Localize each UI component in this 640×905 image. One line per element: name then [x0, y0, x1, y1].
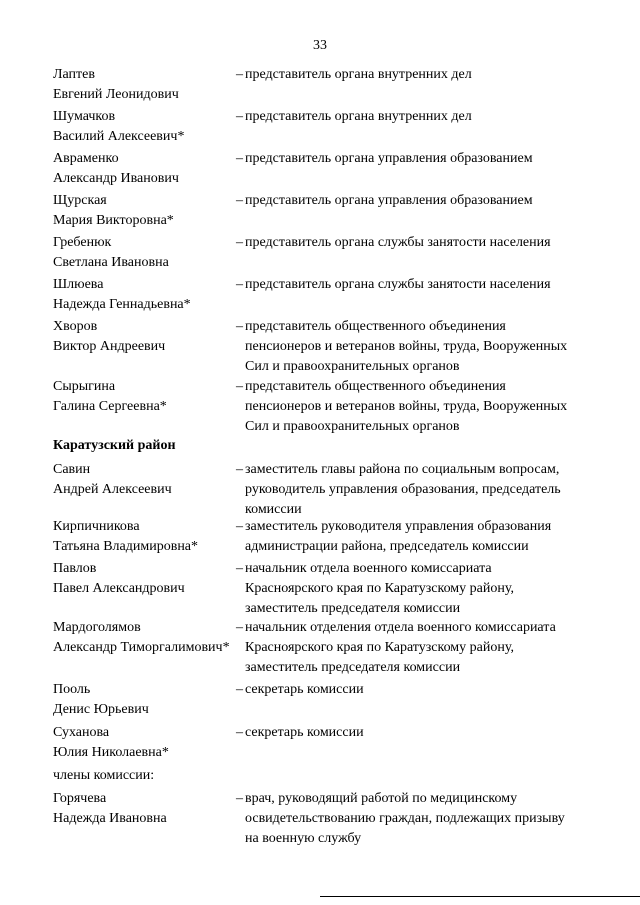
person-name: Хворов Виктор Андреевич: [53, 319, 166, 354]
person-role: представитель органа внутренних дел: [245, 109, 472, 124]
person-role: секретарь комиссии: [245, 682, 364, 697]
dash: –: [236, 193, 243, 208]
person-name: Шлюева Надежда Геннадьевна*: [53, 277, 191, 312]
person-name: Шумачков Василий Алексеевич*: [53, 109, 185, 144]
dash: –: [236, 379, 243, 394]
dash: –: [236, 561, 243, 576]
person-role: представитель органа внутренних дел: [245, 67, 472, 82]
person-role: представитель органа управления образованием: [245, 193, 533, 208]
dash: –: [236, 620, 243, 635]
dash: –: [236, 151, 243, 166]
person-role: заместитель руководителя управления образования администрации района, председатель комиссии: [245, 519, 552, 554]
person-name: Суханова Юлия Николаевна*: [53, 725, 169, 760]
dash: –: [236, 67, 243, 82]
person-name: Щурская Мария Викторовна*: [53, 193, 174, 228]
person-name: Савин Андрей Алексеевич: [53, 462, 172, 497]
person-role: представитель органа управления образованием: [245, 151, 533, 166]
person-role: представитель общественного объединения пенсионеров и ветеранов войны, труда, Вооруженных Сил и правоохранительных органов: [245, 379, 568, 434]
person-role: заместитель главы района по социальным вопросам, руководитель управления образования, председатель комиссии: [245, 462, 561, 517]
person-name: Мардоголямов Александр Тиморгалимович*: [53, 620, 230, 655]
members-label: члены комиссии:: [53, 768, 155, 783]
section-heading: Каратузский район: [53, 438, 176, 453]
person-role: секретарь комиссии: [245, 725, 364, 740]
dash: –: [236, 462, 243, 477]
person-role: начальник отделения отдела военного комиссариата Красноярского края по Каратузскому району, заместитель председателя комиссии: [245, 620, 556, 675]
person-role: представитель общественного объединения пенсионеров и ветеранов войны, труда, Вооруженных Сил и правоохранительных органов: [245, 319, 568, 374]
dash: –: [236, 682, 243, 697]
bottom-rule: [320, 896, 640, 897]
person-name: Горячева Надежда Ивановна: [53, 791, 167, 826]
page-number: 33: [313, 38, 327, 53]
dash: –: [236, 319, 243, 334]
person-role: начальник отдела военного комиссариата Красноярского края по Каратузскому району, заместитель председателя комиссии: [245, 561, 514, 616]
person-role: врач, руководящий работой по медицинскому освидетельствованию граждан, подлежащих призыву на военную службу: [245, 791, 565, 846]
dash: –: [236, 791, 243, 806]
dash: –: [236, 109, 243, 124]
person-name: Пооль Денис Юрьевич: [53, 682, 149, 717]
person-name: Кирпичникова Татьяна Владимировна*: [53, 519, 199, 554]
person-role: представитель органа службы занятости населения: [245, 235, 551, 250]
person-name: Гребенюк Светлана Ивановна: [53, 235, 169, 270]
person-role: представитель органа службы занятости населения: [245, 277, 551, 292]
dash: –: [236, 725, 243, 740]
person-name: Лаптев Евгений Леонидович: [53, 67, 179, 102]
person-name: Сырыгина Галина Сергеевна*: [53, 379, 167, 414]
person-name: Авраменко Александр Иванович: [53, 151, 179, 186]
dash: –: [236, 277, 243, 292]
dash: –: [236, 235, 243, 250]
dash: –: [236, 519, 243, 534]
person-name: Павлов Павел Александрович: [53, 561, 185, 596]
